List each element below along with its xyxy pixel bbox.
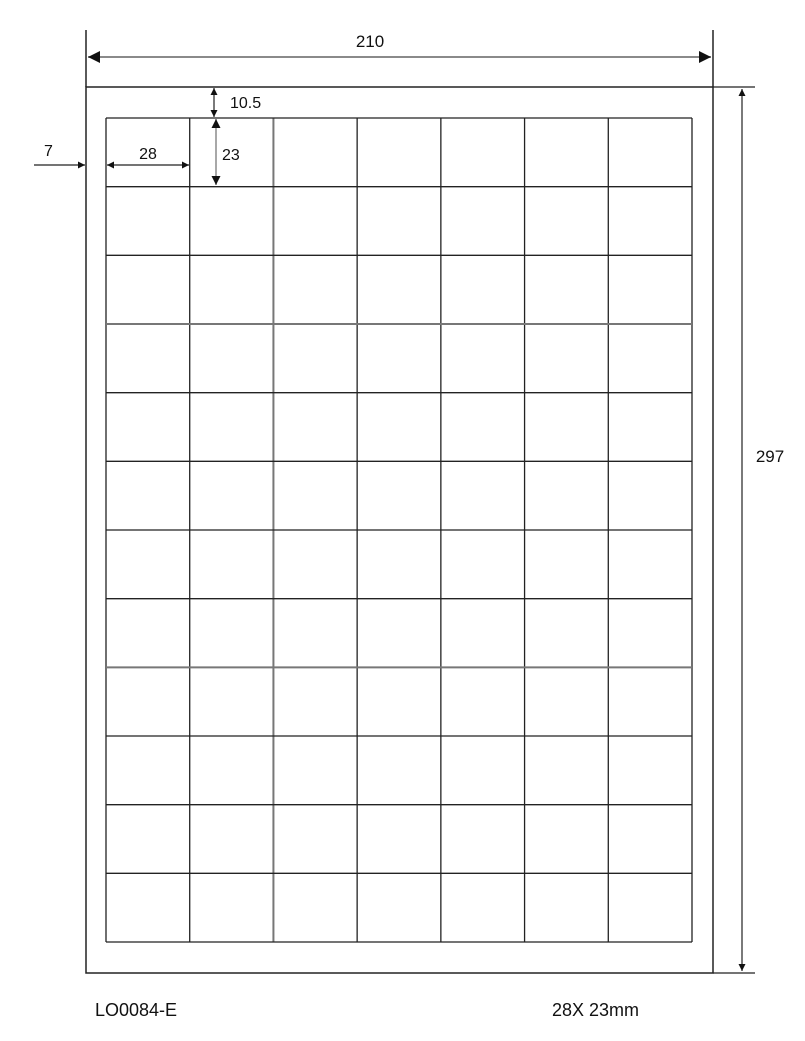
label-grid [106, 118, 692, 942]
left-margin-label: 7 [44, 143, 53, 160]
label-height-label: 23 [222, 147, 240, 164]
width-label: 210 [355, 32, 385, 51]
label-size: 28X 23mm [552, 1000, 640, 1020]
label-width-label: 28 [139, 146, 157, 163]
height-label: 297 [755, 447, 785, 466]
top-margin-label: 10.5 [230, 95, 262, 112]
product-code: LO0084-E [95, 1000, 178, 1020]
